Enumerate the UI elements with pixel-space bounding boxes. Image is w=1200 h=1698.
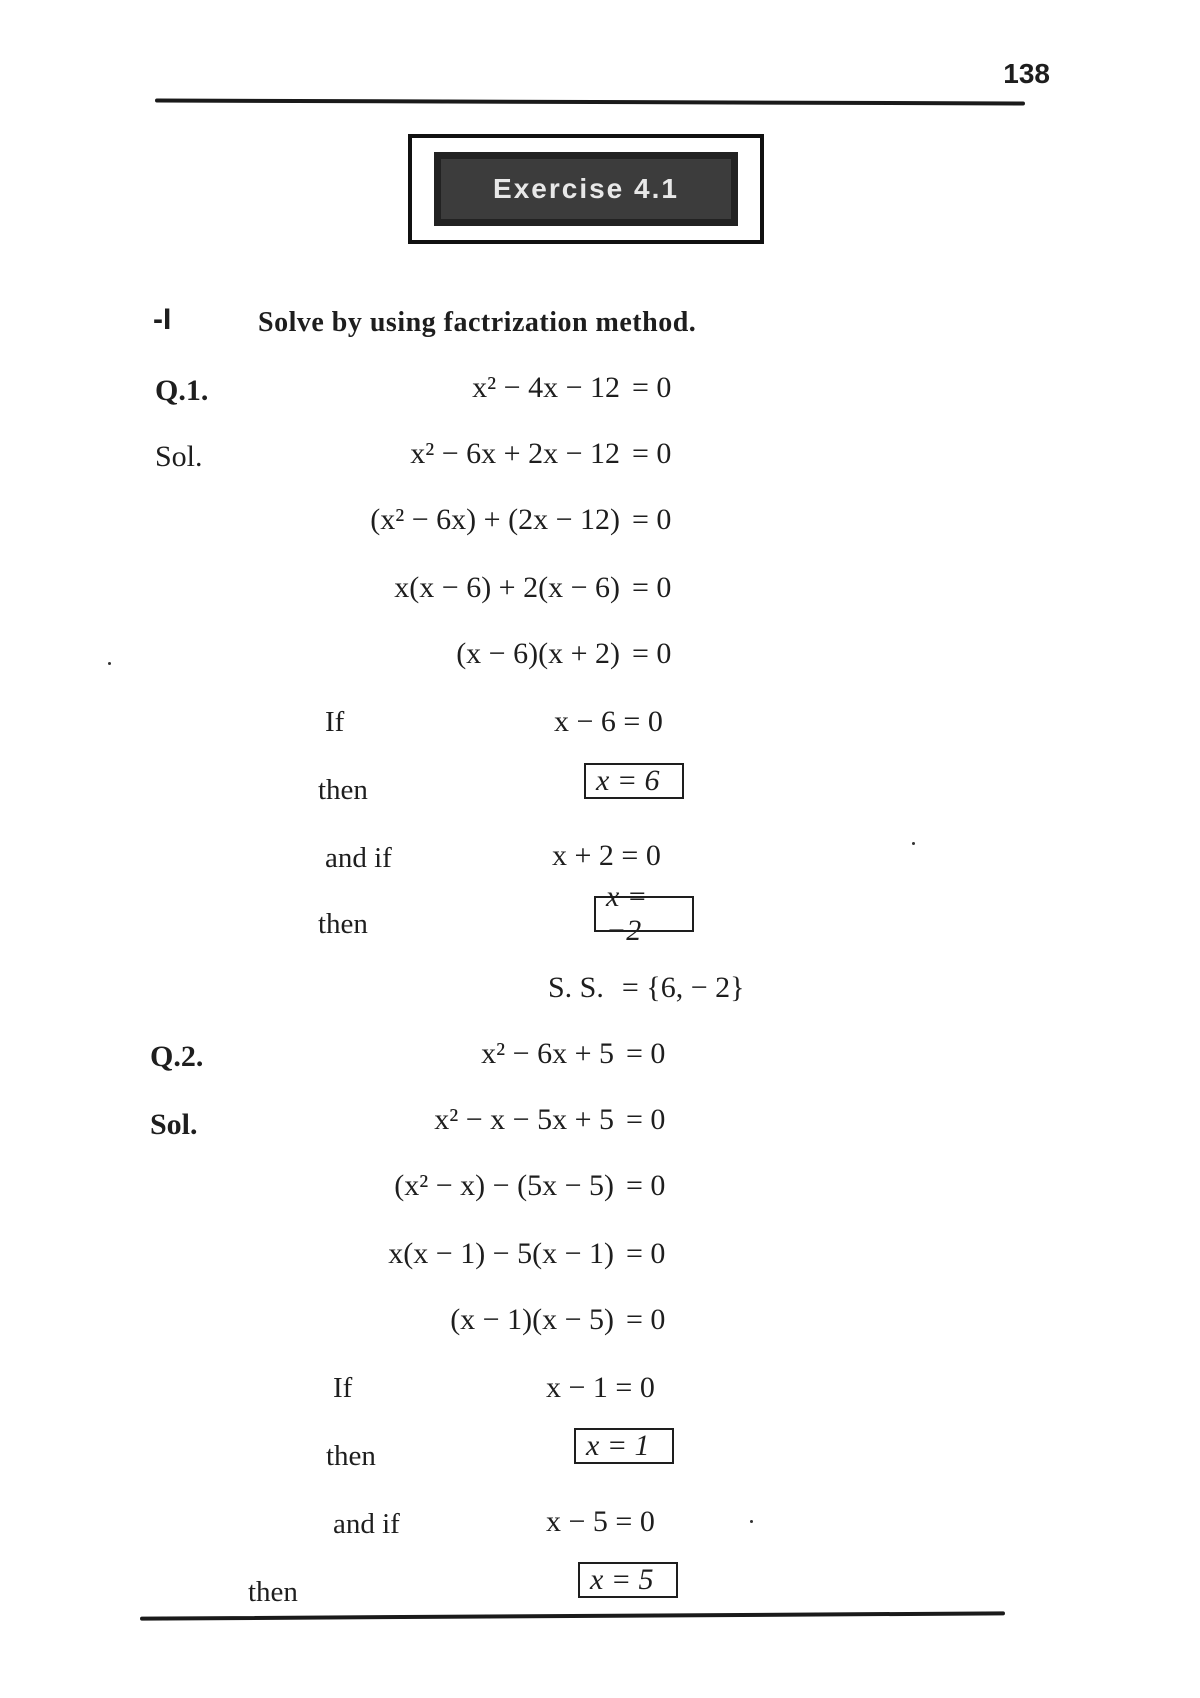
equation-rhs: = 0 (632, 371, 672, 404)
solution-set-value: = {6, − 2} (621, 971, 745, 1004)
case-equation-text: x − 5 = 0 (546, 1505, 655, 1538)
case-equation (554, 702, 663, 742)
case-word: then (318, 908, 368, 940)
equation-lhs: x(x − 1) − 5(x − 1) (388, 1237, 614, 1270)
equation-lhs: x² − 4x − 12 (472, 371, 620, 404)
equation-rhs: = 0 (626, 1103, 666, 1136)
result-box (578, 1562, 678, 1598)
case-equation-text: x − 1 = 0 (546, 1371, 655, 1404)
result-box (594, 880, 694, 947)
equation-rhs: = 0 (626, 1037, 666, 1070)
equation-rhs: = 0 (626, 1303, 666, 1336)
case-equation (546, 1368, 655, 1408)
equation-rhs: = 0 (632, 503, 672, 536)
case-word: and if (325, 842, 392, 874)
scan-speck (108, 662, 111, 665)
top-rule (155, 98, 1025, 105)
scan-speck (912, 842, 915, 845)
case-equation-text: x + 2 = 0 (552, 839, 661, 872)
equation-rhs: = 0 (632, 637, 672, 670)
equation-lhs: (x − 6)(x + 2) (456, 637, 620, 670)
case-word: and if (333, 1508, 400, 1540)
question-label: Q.2. (150, 1040, 204, 1073)
equation-lhs: (x² − 6x) + (2x − 12) (370, 503, 620, 536)
instruction-text: Solve by using factrization method. (258, 307, 697, 338)
solution-label: Sol. (155, 440, 203, 473)
case-equation (552, 836, 661, 876)
solution-label: Sol. (150, 1108, 198, 1141)
result-text: x = 5 (590, 1563, 654, 1596)
question-label: Q.1. (155, 374, 209, 407)
equation-rhs: = 0 (626, 1169, 666, 1202)
equation-lhs: x² − x − 5x + 5 (434, 1103, 614, 1136)
result-text: x = 1 (586, 1429, 650, 1462)
scan-speck (750, 1520, 753, 1523)
case-word: If (333, 1372, 353, 1404)
equation-rhs: = 0 (626, 1237, 666, 1270)
equation-lhs: (x² − x) − (5x − 5) (394, 1169, 614, 1202)
result-box (574, 1428, 674, 1464)
section-title: Exercise 4.1 (493, 173, 679, 204)
equation-lhs: (x − 1)(x − 5) (450, 1303, 614, 1336)
case-word: then (326, 1440, 376, 1472)
instruction-number: -I (153, 303, 172, 336)
case-equation (546, 1502, 655, 1542)
equation-lhs: x² − 6x + 5 (481, 1037, 614, 1070)
result-text: x = −2 (606, 880, 648, 947)
case-equation-text: x − 6 = 0 (554, 705, 663, 738)
equation-rhs: = 0 (632, 571, 672, 604)
result-box (584, 763, 684, 799)
solution-set-label: S. S. (548, 971, 604, 1004)
solution-set (548, 968, 745, 1008)
result-text: x = 6 (596, 764, 660, 797)
bottom-rule (140, 1611, 1005, 1620)
section-title-plate (434, 152, 738, 226)
equation-lhs: x(x − 6) + 2(x − 6) (394, 571, 620, 604)
case-word: If (325, 706, 345, 738)
case-word: then (318, 774, 368, 806)
section-title-box (408, 134, 764, 244)
page-number: 138 (1003, 58, 1050, 89)
case-word: then (248, 1576, 298, 1608)
equation-rhs: = 0 (632, 437, 672, 470)
equation-lhs: x² − 6x + 2x − 12 (410, 437, 620, 470)
